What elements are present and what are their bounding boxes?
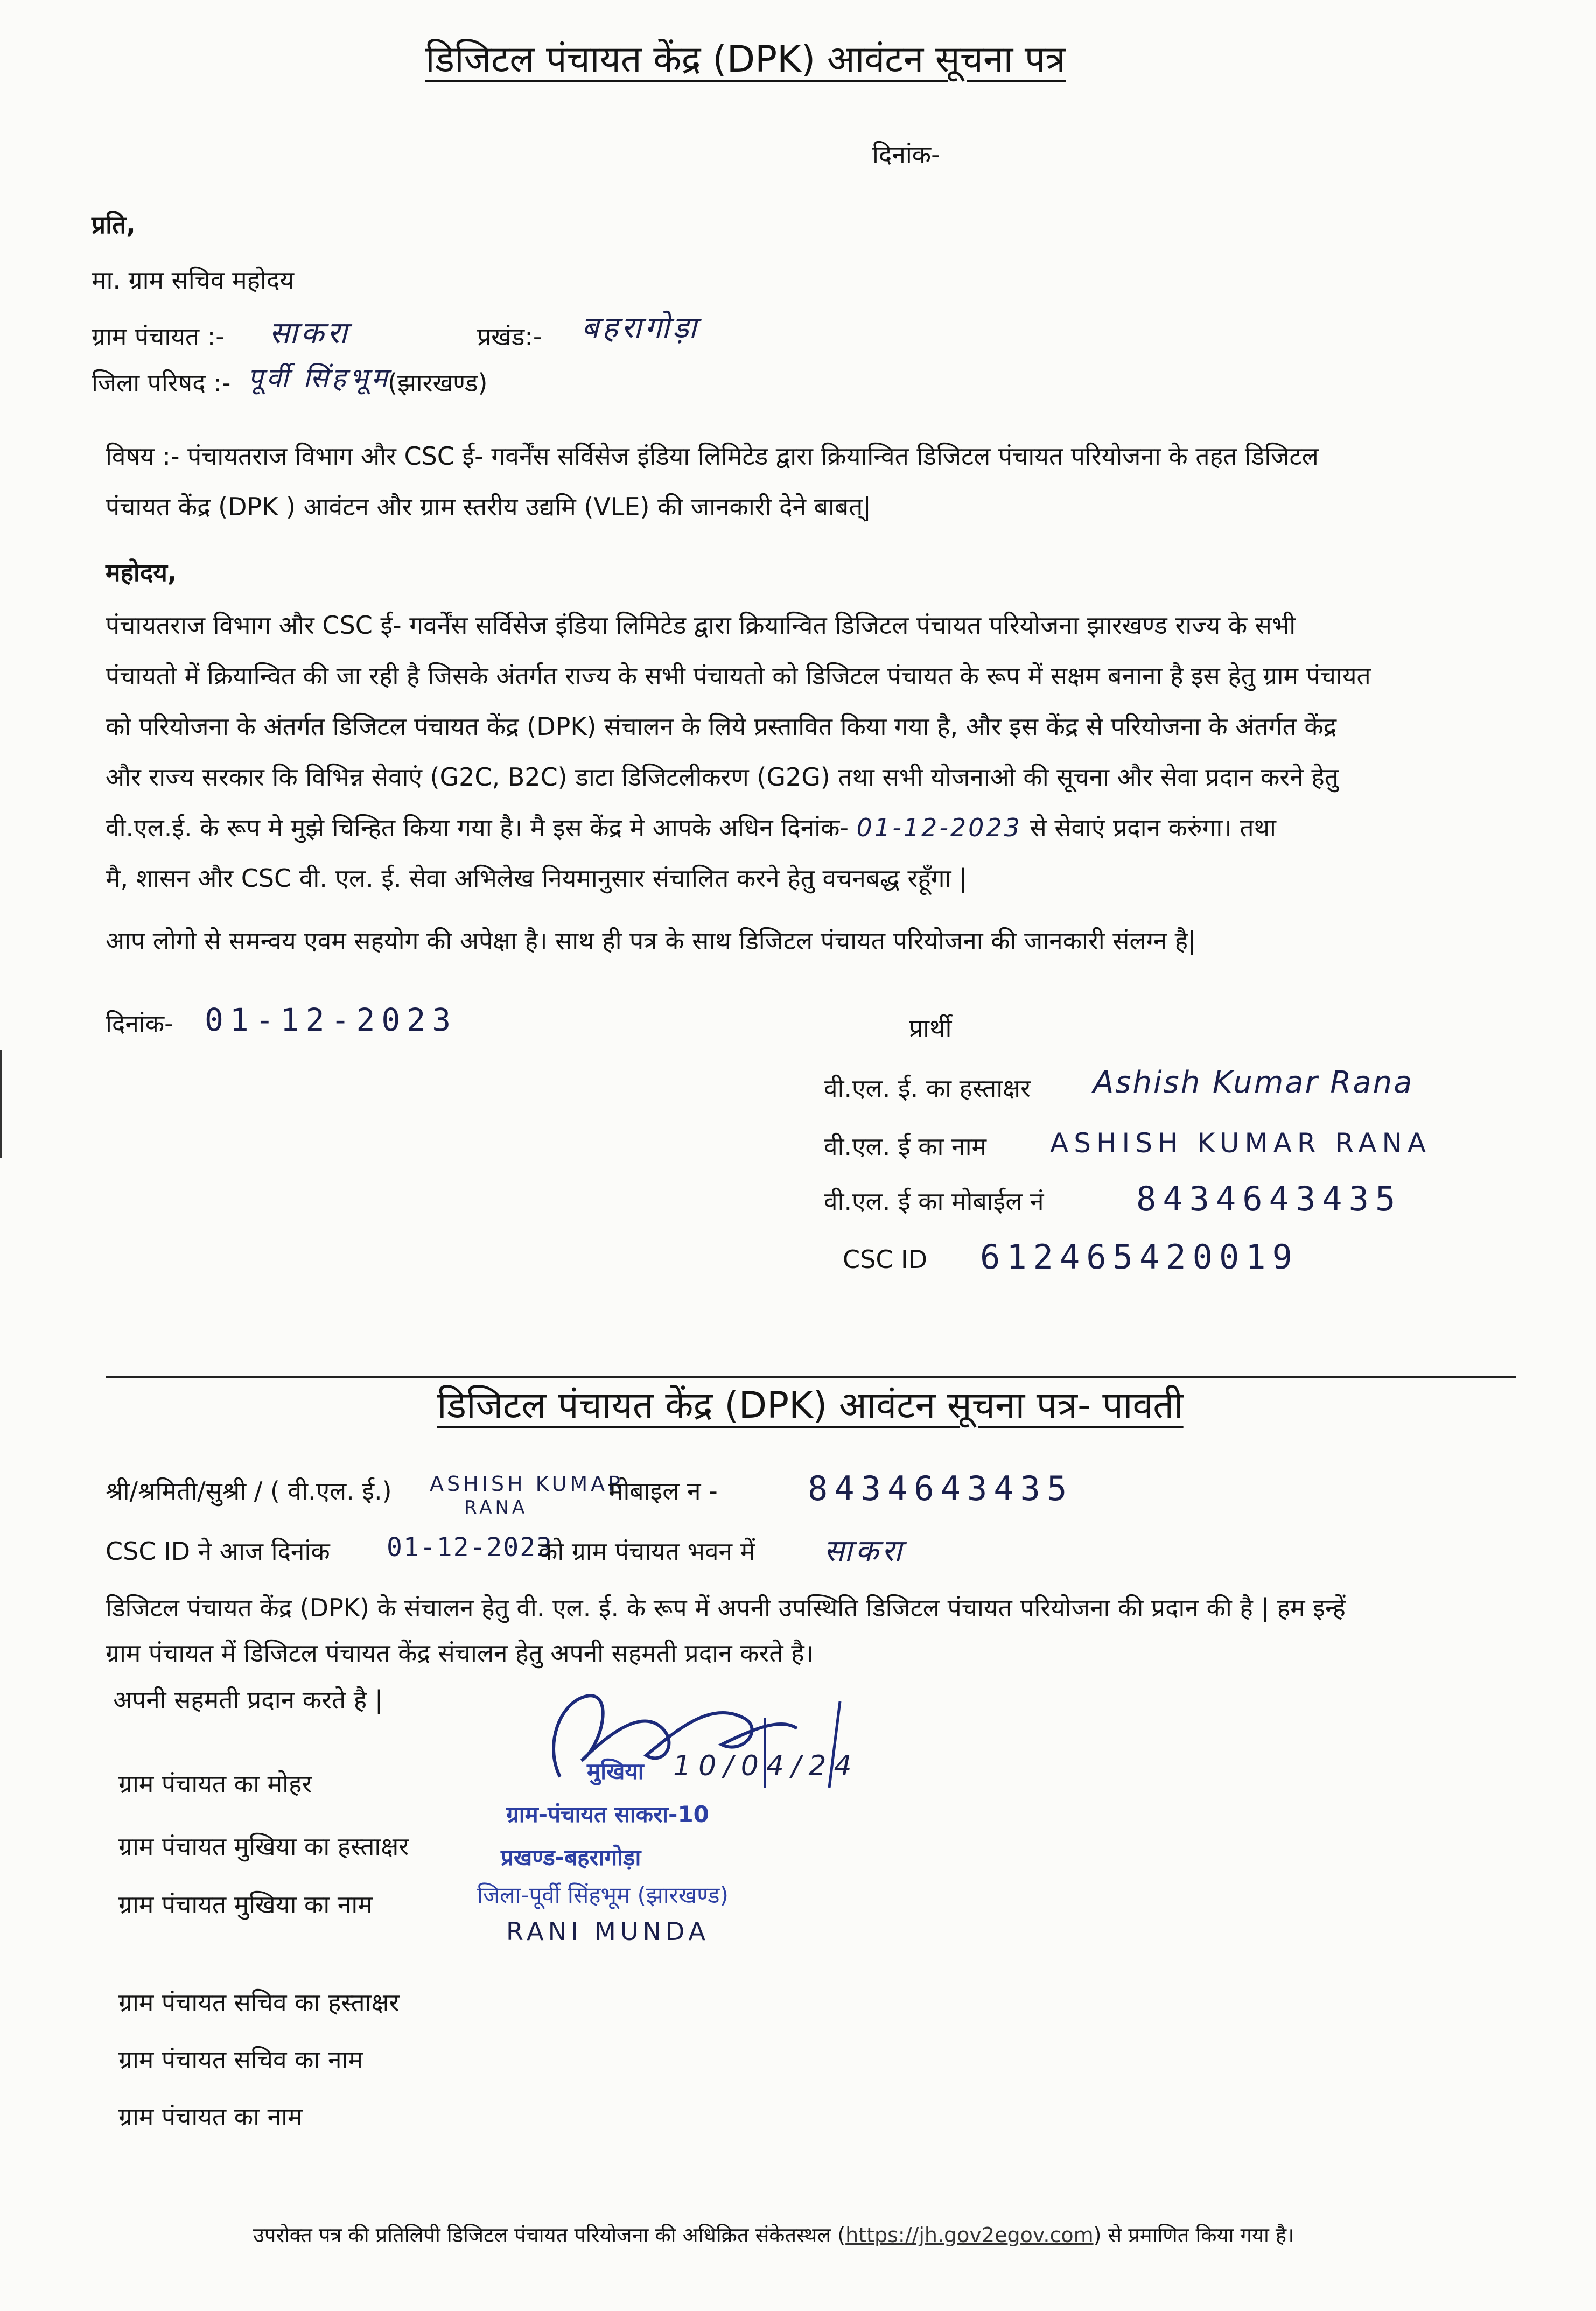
footer-note — [253, 2221, 1294, 2249]
seal-label: ग्राम पंचायत का मोहर — [118, 1769, 312, 1798]
vle-mobile-label: वी.एल. ई का मोबाईल नं — [824, 1187, 1044, 1216]
vle-sign-label: वी.एल. ई. का हस्ताक्षर — [824, 1074, 1031, 1103]
body-paragraph — [106, 600, 1506, 904]
margin-mark — [0, 1050, 2, 1158]
receipt-date: 01-12-2023 — [387, 1532, 553, 1563]
handwritten-date: 10/04/24 — [673, 1750, 859, 1782]
panchayat-value: साकरा — [269, 316, 351, 351]
stamp-line2: ग्राम-पंचायत साकरा-10 — [506, 1801, 709, 1827]
notice-title: डिजिटल पंचायत केंद्र (DPK) आवंटन सूचना पत्र — [425, 38, 1066, 81]
receipt-name-b: RANA — [464, 1497, 528, 1518]
receipt-name-a: ASHISH KUMAR — [430, 1472, 626, 1496]
mukhiya-name-label: ग्राम पंचायत मुखिया का नाम — [118, 1890, 373, 1919]
stamp-line4: जिला-पूर्वी सिंहभूम (झारखण्ड) — [477, 1882, 729, 1908]
stamp-line1: मुखिया — [587, 1758, 644, 1784]
subject-line: पंचायत केंद्र (DPK ) आवंटन और ग्राम स्तरीय उद्यमि (VLE) की जानकारी देने बाबत्| — [106, 492, 871, 521]
receipt-line: ग्राम पंचायत में डिजिटल पंचायत केंद्र संचालन हेतु अपनी सहमती प्रदान करते है। — [106, 1638, 814, 1668]
secretary-sign-label: ग्राम पंचायत सचिव का हस्ताक्षर — [118, 1988, 400, 2017]
block-value: बहरागोड़ा — [582, 310, 700, 345]
receipt-mobile-value: 8434643435 — [808, 1469, 1074, 1508]
cooperation-line: आप लोगो से समन्वय एवम सहयोग की अपेक्षा है। साथ ही पत्र के साथ डिजिटल पंचायत परियोजना की जानकारी संलग्न है| — [106, 926, 1196, 955]
panchayat-label: ग्राम पंचायत :- — [92, 322, 225, 351]
block-label: प्रखंड:- — [477, 322, 542, 351]
district-value: पूर्वी सिंहभूम — [248, 362, 391, 394]
footer-pre: उपरोक्त पत्र की प्रतिलिपी डिजिटल पंचायत परियोजना की अधिक्रित संकेतस्थल ( — [253, 2223, 846, 2247]
body-line: मै, शासन और CSC वी. एल. ई. सेवा अभिलेख नियमानुसार संचालित करने हेतु वचनबद्ध रहूँगा | — [106, 864, 968, 893]
body-line5-date: 01-12-2023 — [856, 813, 1022, 842]
district-label: जिला परिषद :- — [92, 368, 231, 397]
vle-mobile-value: 8434643435 — [1136, 1179, 1402, 1218]
secretary-name-label: ग्राम पंचायत सचिव का नाम — [118, 2045, 363, 2074]
subject — [106, 431, 1506, 532]
receipt-paragraph — [106, 1585, 1506, 1676]
receipt-csc-pre: CSC ID ने आज दिनांक — [106, 1537, 330, 1566]
body-line5-post: से सेवाएं प्रदान करुंगा। तथा — [1030, 813, 1276, 842]
body-line: पंचायतराज विभाग और CSC ई- गवर्नेंस सर्विसेज इंडिया लिमिटेड द्वारा क्रियान्वित डिजिटल पंचायत परियोजना झारखण्ड राज्य के सभी — [106, 611, 1296, 640]
vle-name-label: वी.एल. ई का नाम — [824, 1132, 987, 1161]
footer-post: ) से प्रमाणित किया गया है। — [1093, 2223, 1294, 2247]
applicant-label: प्रार्थी — [909, 1013, 952, 1042]
csc-id-value: 612465420019 — [980, 1237, 1299, 1277]
date2-label: दिनांक- — [106, 1009, 173, 1038]
to-label: प्रति, — [92, 210, 136, 239]
body-line-with-date — [106, 802, 1506, 853]
date-label: दिनांक- — [872, 140, 940, 169]
vle-signature: Ashish Kumar Rana — [1093, 1065, 1414, 1100]
receipt-line: डिजिटल पंचायत केंद्र (DPK) के संचालन हेतु वी. एल. ई. के रूप में अपनी उपस्थिति डिजिटल पंचायत परियोजना की प्रदान की है | हम इन्हें — [106, 1593, 1346, 1622]
vle-name-value: ASHISH KUMAR RANA — [1050, 1128, 1432, 1159]
csc-id-label: CSC ID — [843, 1245, 928, 1274]
footer-url-link[interactable]: https://jh.gov2egov.com — [845, 2223, 1094, 2247]
receipt-mobile-label: मोबाइल न - — [608, 1476, 718, 1505]
receipt-csc-post: को ग्राम पंचायत भवन में — [538, 1537, 755, 1566]
receipt-title: डिजिटल पंचायत केंद्र (DPK) आवंटन सूचना पत्र- पावती — [437, 1384, 1184, 1427]
date2-value: 01-12-2023 — [205, 1002, 458, 1038]
body-line: और राज्य सरकार कि विभिन्न सेवाएं (G2C, B2C) डाटा डिजिटलीकरण (G2G) तथा सभी योजनाओ की सूचना और सेवा प्रदान करने हेतु — [106, 762, 1339, 792]
body-line: पंचायतो में क्रियान्वित की जा रही है जिसके अंतर्गत राज्य के सभी पंचायतो को डिजिटल पंचायत के रूप में सक्षम बनाना है इस हेतु ग्राम पंचायत — [106, 661, 1371, 690]
addressee: मा. ग्राम सचिव महोदय — [92, 265, 295, 295]
consent-line: अपनी सहमती प्रदान करते है | — [113, 1685, 383, 1714]
salutation: महोदय, — [106, 558, 177, 587]
receipt-name-label: श्री/श्रमिती/सुश्री / ( वी.एल. ई.) — [106, 1476, 392, 1505]
mukhiya-sign-label: ग्राम पंचायत मुखिया का हस्ताक्षर — [118, 1832, 409, 1861]
receipt-place: साकरा — [824, 1533, 905, 1568]
state-label: (झारखण्ड) — [388, 368, 488, 397]
stamp-line3: प्रखण्ड-बहरागोड़ा — [501, 1844, 641, 1871]
body-line: को परियोजना के अंतर्गत डिजिटल पंचायत केंद्र (DPK) संचालन के लिये प्रस्तावित किया गया है, और इस केंद्र से परियोजना के अंतर्गत केंद्र — [106, 712, 1337, 741]
body-line5-pre: वी.एल.ई. के रूप मे मुझे चिन्हित किया गया है। मै इस केंद्र मे आपके अधिन दिनांक- — [106, 813, 849, 842]
subject-line: विषय :- पंचायतराज विभाग और CSC ई- गवर्नेंस सर्विसेज इंडिया लिमिटेड द्वारा क्रियान्वित डिजिटल पंचायत परियोजना के तहत डिजिटल — [106, 442, 1319, 471]
panchayat-name-label: ग्राम पंचायत का नाम — [118, 2102, 303, 2131]
mukhiya-name-value: RANI MUNDA — [506, 1917, 710, 1946]
